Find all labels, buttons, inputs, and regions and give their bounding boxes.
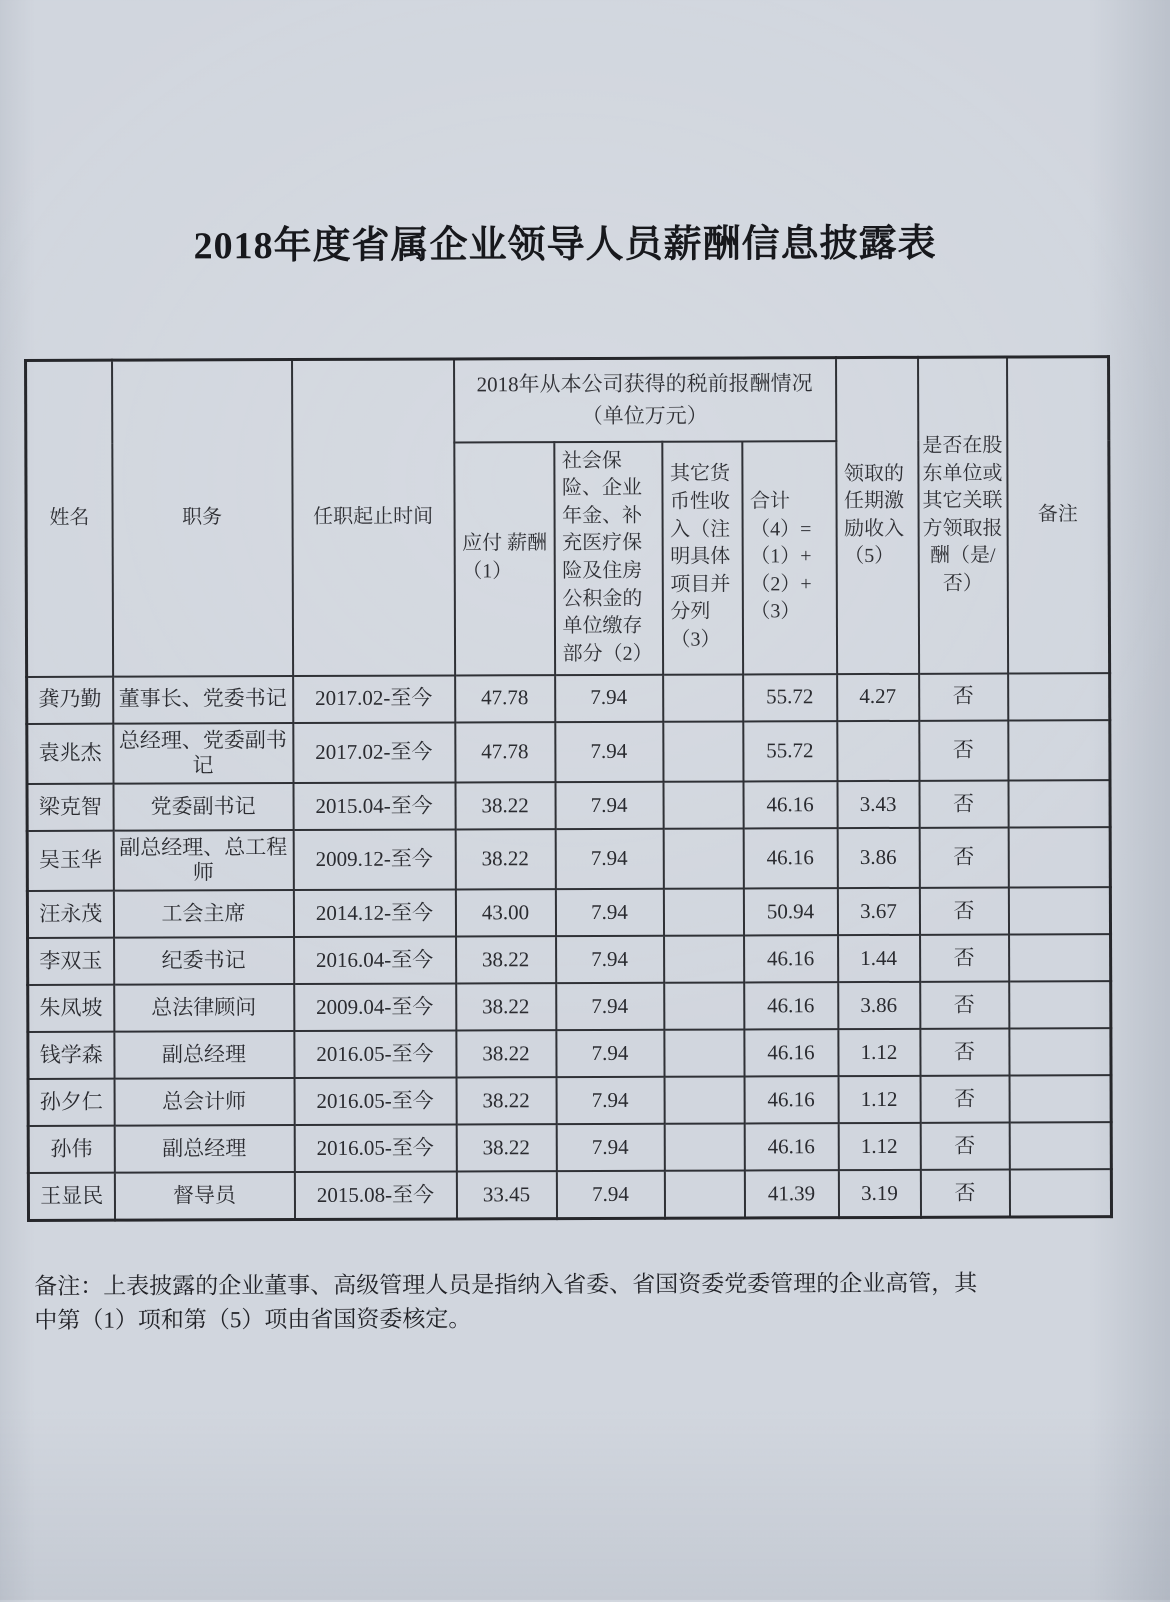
cell-payable: 33.45	[456, 1171, 556, 1218]
cell-incentive: 3.86	[838, 982, 920, 1029]
cell-total: 46.16	[743, 781, 837, 828]
cell-incentive: 1.12	[838, 1076, 920, 1123]
header-total: 合计 （4）= （1）+ （2）+ （3）	[742, 441, 837, 674]
cell-term: 2016.04-至今	[294, 937, 456, 985]
cell-total: 46.16	[744, 982, 838, 1029]
cell-remark	[1009, 934, 1111, 981]
cell-related-pay: 否	[920, 935, 1009, 982]
cell-other-income	[663, 721, 743, 782]
cell-term: 2009.04-至今	[294, 984, 456, 1032]
cell-payable: 47.78	[455, 675, 555, 722]
header-payable: 应付 薪酬（1）	[454, 442, 555, 675]
header-row-group	[26, 357, 1109, 444]
cell-payable: 38.22	[456, 1030, 556, 1077]
cell-position: 工会主席	[113, 890, 293, 938]
cell-social: 7.94	[555, 829, 663, 890]
table-row	[27, 827, 1110, 891]
cell-incentive	[837, 720, 919, 781]
cell-other-income	[664, 1124, 744, 1171]
cell-term: 2016.05-至今	[294, 1031, 456, 1079]
cell-social: 7.94	[556, 1030, 664, 1077]
cell-payable: 43.00	[455, 889, 555, 936]
cell-other-income	[664, 1030, 744, 1077]
cell-total: 55.72	[743, 721, 837, 782]
cell-incentive: 1.44	[838, 935, 920, 982]
table-row	[27, 720, 1110, 784]
cell-term: 2014.12-至今	[293, 890, 455, 938]
cell-position: 副总经理	[114, 1125, 294, 1173]
cell-position: 总会计师	[114, 1078, 294, 1126]
cell-payable: 38.22	[455, 782, 555, 829]
cell-position: 副总经理、总工程师	[113, 830, 293, 891]
table-row	[28, 1075, 1111, 1126]
cell-payable: 38.22	[455, 829, 555, 890]
cell-incentive: 1.12	[838, 1123, 920, 1170]
table-row	[28, 1028, 1111, 1079]
cell-name: 梁克智	[27, 784, 113, 831]
header-social: 社会保险、企业年金、补充医疗保险及住房公积金的单位缴存部分（2）	[554, 441, 663, 674]
cell-payable: 38.22	[456, 1124, 556, 1171]
cell-name: 龚乃勤	[27, 676, 113, 723]
cell-incentive: 1.12	[838, 1029, 920, 1076]
cell-related-pay: 否	[919, 720, 1008, 781]
header-related-pay: 是否在股东单位或其它关联方领取报酬（是/否）	[918, 357, 1008, 673]
cell-total: 50.94	[743, 888, 837, 935]
salary-table	[24, 355, 1113, 1222]
cell-position: 纪委书记	[114, 937, 294, 985]
cell-payable: 38.22	[456, 1077, 556, 1124]
cell-incentive: 4.27	[837, 673, 919, 720]
cell-term: 2017.02-至今	[293, 675, 455, 723]
cell-related-pay: 否	[919, 673, 1008, 720]
table-row	[27, 673, 1110, 724]
cell-name: 孙夕仁	[28, 1079, 114, 1126]
cell-term: 2015.04-至今	[293, 782, 455, 830]
cell-related-pay: 否	[920, 982, 1009, 1029]
footnote: 备注：上表披露的企业董事、高级管理人员是指纳入省委、省国资委党委管理的企业高管，其中第（1）项和第（5）项由省国资委核定。	[34, 1270, 978, 1333]
cell-remark	[1009, 981, 1111, 1028]
cell-other-income	[663, 889, 743, 936]
cell-payable: 38.22	[456, 983, 556, 1030]
table-row	[28, 981, 1111, 1032]
cell-incentive: 3.86	[837, 828, 919, 889]
cell-related-pay: 否	[919, 780, 1008, 827]
cell-position: 党委副书记	[113, 783, 293, 831]
header-position: 职务	[112, 360, 293, 677]
cell-name: 孙伟	[28, 1126, 114, 1173]
cell-related-pay: 否	[920, 1029, 1009, 1076]
cell-other-income	[663, 828, 743, 889]
table-row	[27, 887, 1110, 938]
cell-social: 7.94	[556, 936, 664, 983]
cell-name: 吴玉华	[27, 831, 113, 892]
document-title: 2018年度省属企业领导人员薪酬信息披露表	[193, 222, 937, 268]
cell-related-pay: 否	[920, 1076, 1009, 1123]
cell-related-pay: 否	[919, 827, 1008, 888]
cell-remark	[1009, 1122, 1111, 1169]
cell-term: 2009.12-至今	[293, 829, 455, 890]
cell-name: 李双玉	[28, 938, 114, 985]
cell-total: 46.16	[744, 1123, 838, 1170]
table-row	[27, 780, 1110, 831]
cell-social: 7.94	[555, 721, 663, 782]
cell-remark	[1008, 673, 1110, 720]
header-name: 姓名	[26, 360, 113, 676]
cell-other-income	[663, 781, 743, 828]
cell-name: 钱学森	[28, 1032, 114, 1079]
cell-total: 41.39	[744, 1170, 838, 1217]
header-term: 任职起止时间	[292, 359, 455, 676]
cell-social: 7.94	[556, 1124, 664, 1171]
cell-incentive: 3.19	[838, 1170, 920, 1217]
cell-other-income	[664, 936, 744, 983]
header-pretax-group: 2018年从本公司获得的税前报酬情况 （单位万元）	[454, 358, 836, 442]
cell-position: 总法律顾问	[114, 984, 294, 1032]
cell-remark	[1009, 1075, 1111, 1122]
cell-remark	[1008, 887, 1110, 934]
cell-remark	[1008, 827, 1110, 888]
cell-other-income	[664, 983, 744, 1030]
cell-incentive: 3.67	[837, 888, 919, 935]
cell-other-income	[664, 1077, 744, 1124]
cell-total: 46.16	[744, 1076, 838, 1123]
cell-payable: 47.78	[455, 722, 555, 783]
cell-term: 2016.05-至今	[294, 1125, 456, 1173]
cell-social: 7.94	[556, 983, 664, 1030]
table-row	[28, 1169, 1111, 1220]
cell-remark	[1009, 1169, 1111, 1216]
cell-other-income	[664, 1171, 744, 1218]
cell-total: 55.72	[743, 674, 837, 721]
cell-position: 董事长、党委书记	[113, 676, 293, 724]
cell-name: 汪永茂	[27, 891, 113, 938]
cell-payable: 38.22	[456, 936, 556, 983]
cell-position: 总经理、党委副书记	[113, 723, 293, 784]
cell-term: 2017.02-至今	[293, 722, 455, 783]
cell-social: 7.94	[555, 782, 663, 829]
cell-remark	[1009, 1028, 1111, 1075]
header-remark: 备注	[1007, 357, 1110, 673]
cell-name: 王显民	[28, 1173, 114, 1220]
cell-related-pay: 否	[920, 1123, 1009, 1170]
cell-social: 7.94	[556, 1171, 664, 1218]
cell-name: 朱凤坡	[28, 985, 114, 1032]
cell-position: 督导员	[114, 1172, 294, 1220]
cell-term: 2015.08-至今	[294, 1172, 456, 1220]
table-row	[28, 934, 1111, 985]
cell-position: 副总经理	[114, 1031, 294, 1079]
cell-total: 46.16	[744, 1029, 838, 1076]
table-row	[28, 1122, 1111, 1173]
cell-remark	[1008, 780, 1110, 827]
cell-term: 2016.05-至今	[294, 1078, 456, 1126]
cell-other-income	[663, 674, 743, 721]
header-other-income: 其它货币性收入（注明具体项目并分列（3）	[662, 441, 743, 674]
cell-social: 7.94	[555, 889, 663, 936]
cell-total: 46.16	[743, 828, 837, 889]
cell-social: 7.94	[556, 1077, 664, 1124]
cell-incentive: 3.43	[837, 781, 919, 828]
cell-related-pay: 否	[920, 1170, 1009, 1217]
cell-social: 7.94	[555, 674, 663, 721]
cell-total: 46.16	[744, 935, 838, 982]
cell-remark	[1008, 720, 1110, 781]
header-incentive: 领取的任期激励收入（5）	[836, 357, 919, 673]
cell-name: 袁兆杰	[27, 723, 113, 784]
cell-related-pay: 否	[919, 888, 1008, 935]
